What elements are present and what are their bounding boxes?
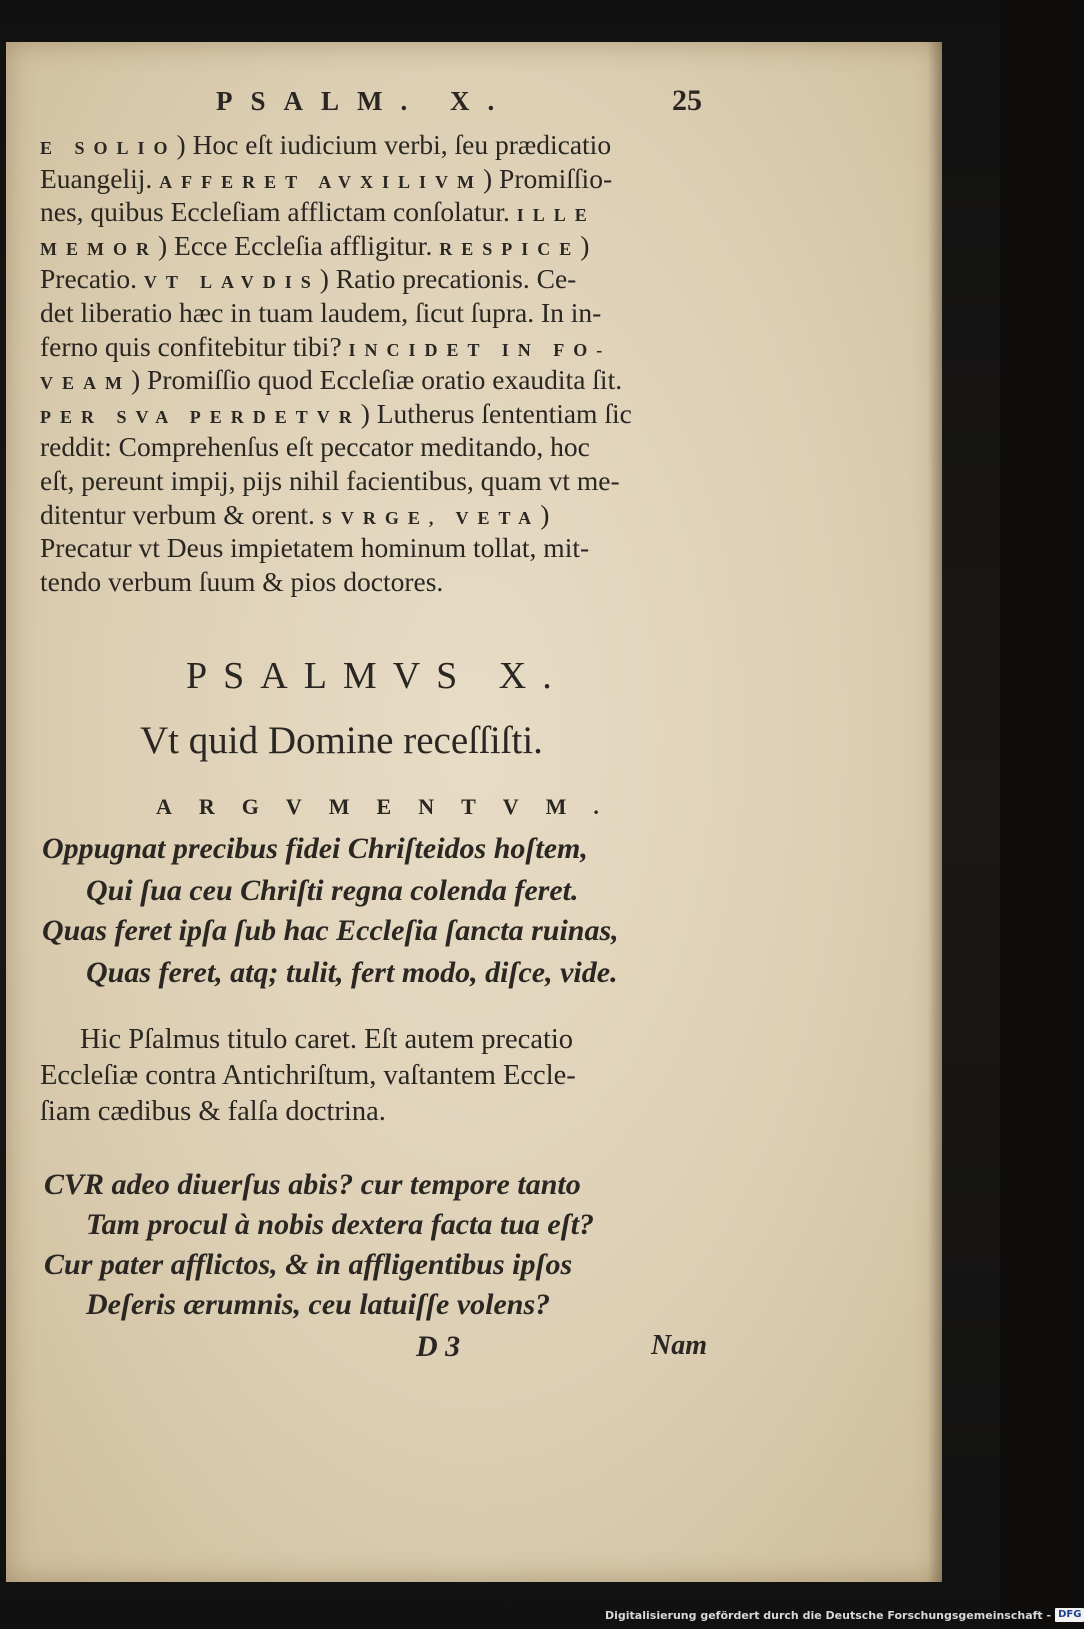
commentary-segment: reddit: Comprehenſus eſt peccator meditando, hoc [40, 431, 590, 463]
commentary-segment: ) [540, 498, 550, 530]
signature-mark: D 3 [416, 1330, 461, 1363]
commentary-line [40, 464, 736, 498]
commentary-segment: Precatio. [40, 263, 144, 295]
commentary-line [40, 397, 736, 431]
lemma-smallcaps: E SOLIO [40, 138, 177, 158]
commentary-segment: tendo verbum ſuum & pios doctores. [40, 565, 444, 597]
commentary-segment: ) Ratio precationis. Ce- [319, 263, 577, 295]
psalm-verse-3: Cur pater afflictos, & in affligentibus ipſos [44, 1248, 573, 1281]
commentary-segment: ) Ecce Eccleſia affligitur. [157, 229, 440, 261]
argument-verse-4: Quas feret, atq; tulit, fert modo, diſce, vide. [86, 956, 618, 989]
argument-verse-3: Quas feret ipſa ſub hac Eccleſia ſancta ruinas, [42, 914, 619, 947]
argument-heading: ARGVMENTVM. [156, 794, 626, 819]
intro-line: ſiam cædibus & falſa doctrina. [40, 1096, 386, 1127]
lemma-smallcaps: RESPICE [439, 238, 581, 259]
book-page [6, 42, 942, 1582]
commentary-segment: ) [580, 229, 590, 261]
intro-line: Eccleſiæ contra Antichriſtum, vaſtantem Eccle- [40, 1060, 576, 1091]
commentary-segment: Euangelij. [40, 162, 160, 194]
intro-line: Hic Pſalmus titulo caret. Eſt autem precatio [80, 1024, 574, 1055]
argument-verse-2: Qui ſua ceu Chriſti regna colenda feret. [86, 874, 579, 907]
lemma-smallcaps: SVRGE, VETA [321, 507, 541, 528]
commentary-segment: Precatur vt Deus impietatem hominum tollat, mit- [40, 532, 590, 564]
commentary-segment: ) Promiſſio- [483, 162, 613, 194]
lemma-smallcaps: VT LAVDIS [143, 272, 320, 293]
lemma-smallcaps: ILLE [516, 205, 596, 226]
catchword: Nam [651, 1330, 707, 1361]
commentary-line [40, 195, 736, 229]
commentary-line [40, 531, 736, 565]
commentary-segment: ) Promiſſio quod Eccleſiæ oratio exaudita ſit. [131, 364, 623, 396]
lemma-smallcaps: AFFERET AVXILIVM [159, 171, 484, 192]
commentary-line [40, 128, 736, 162]
lemma-smallcaps: MEMOR [40, 238, 158, 259]
commentary-text [40, 128, 736, 598]
lemma-smallcaps: INCIDET IN FO- [348, 339, 612, 360]
commentary-segment: nes, quibus Eccleſiam afflictam conſolatur. [40, 196, 517, 228]
running-head: PSALM. X. [216, 86, 513, 116]
psalm-verse-4: Deſeris ærumnis, ceu latuiſſe volens? [86, 1288, 551, 1321]
argument-verse-1: Oppugnat precibus fidei Chriſteidos hoſtem, [42, 832, 588, 865]
commentary-line [40, 262, 736, 296]
page-number: 25 [672, 84, 702, 117]
credit-text: Digitalisierung gefördert durch die Deutsche Forschungsgemeinschaft - [605, 1608, 1052, 1622]
commentary-line [40, 430, 736, 464]
commentary-segment: ditentur verbum & orent. [40, 498, 322, 530]
commentary-line [40, 229, 736, 263]
commentary-line [40, 162, 736, 196]
lemma-smallcaps: PER SVA PERDETVR [40, 406, 361, 427]
commentary-segment: ) Hoc eſt iudicium verbi, ſeu prædicatio [176, 129, 612, 160]
psalm-title: PSALMVS X. [186, 655, 568, 697]
commentary-line [40, 498, 736, 532]
commentary-segment: ferno quis confitebitur tibi? [40, 330, 349, 362]
commentary-segment: eſt, pereunt impij, pijs nihil facientibus, quam vt me- [40, 464, 620, 496]
commentary-segment: ) Lutherus ſententiam ſic [360, 397, 632, 429]
psalm-introduction [40, 1022, 740, 1130]
dfg-logo: DFG [1055, 1608, 1084, 1622]
commentary-segment: det liberatio hæc in tuam laudem, ſicut ſupra. In in- [40, 296, 602, 328]
digitization-credit [605, 1606, 1084, 1624]
commentary-line [40, 565, 736, 599]
psalm-verse-2: Tam procul à nobis dextera facta tua eſt? [86, 1208, 595, 1241]
commentary-line [40, 330, 736, 364]
page-edge-shadow [928, 42, 942, 1582]
lemma-smallcaps: VEAM [40, 373, 131, 394]
psalm-verse-1: CVR adeo diuerſus abis? cur tempore tanto [44, 1168, 581, 1201]
commentary-line [40, 296, 736, 330]
psalm-incipit: Vt quid Domine receſſiſti. [140, 719, 543, 762]
commentary-line [40, 363, 736, 397]
